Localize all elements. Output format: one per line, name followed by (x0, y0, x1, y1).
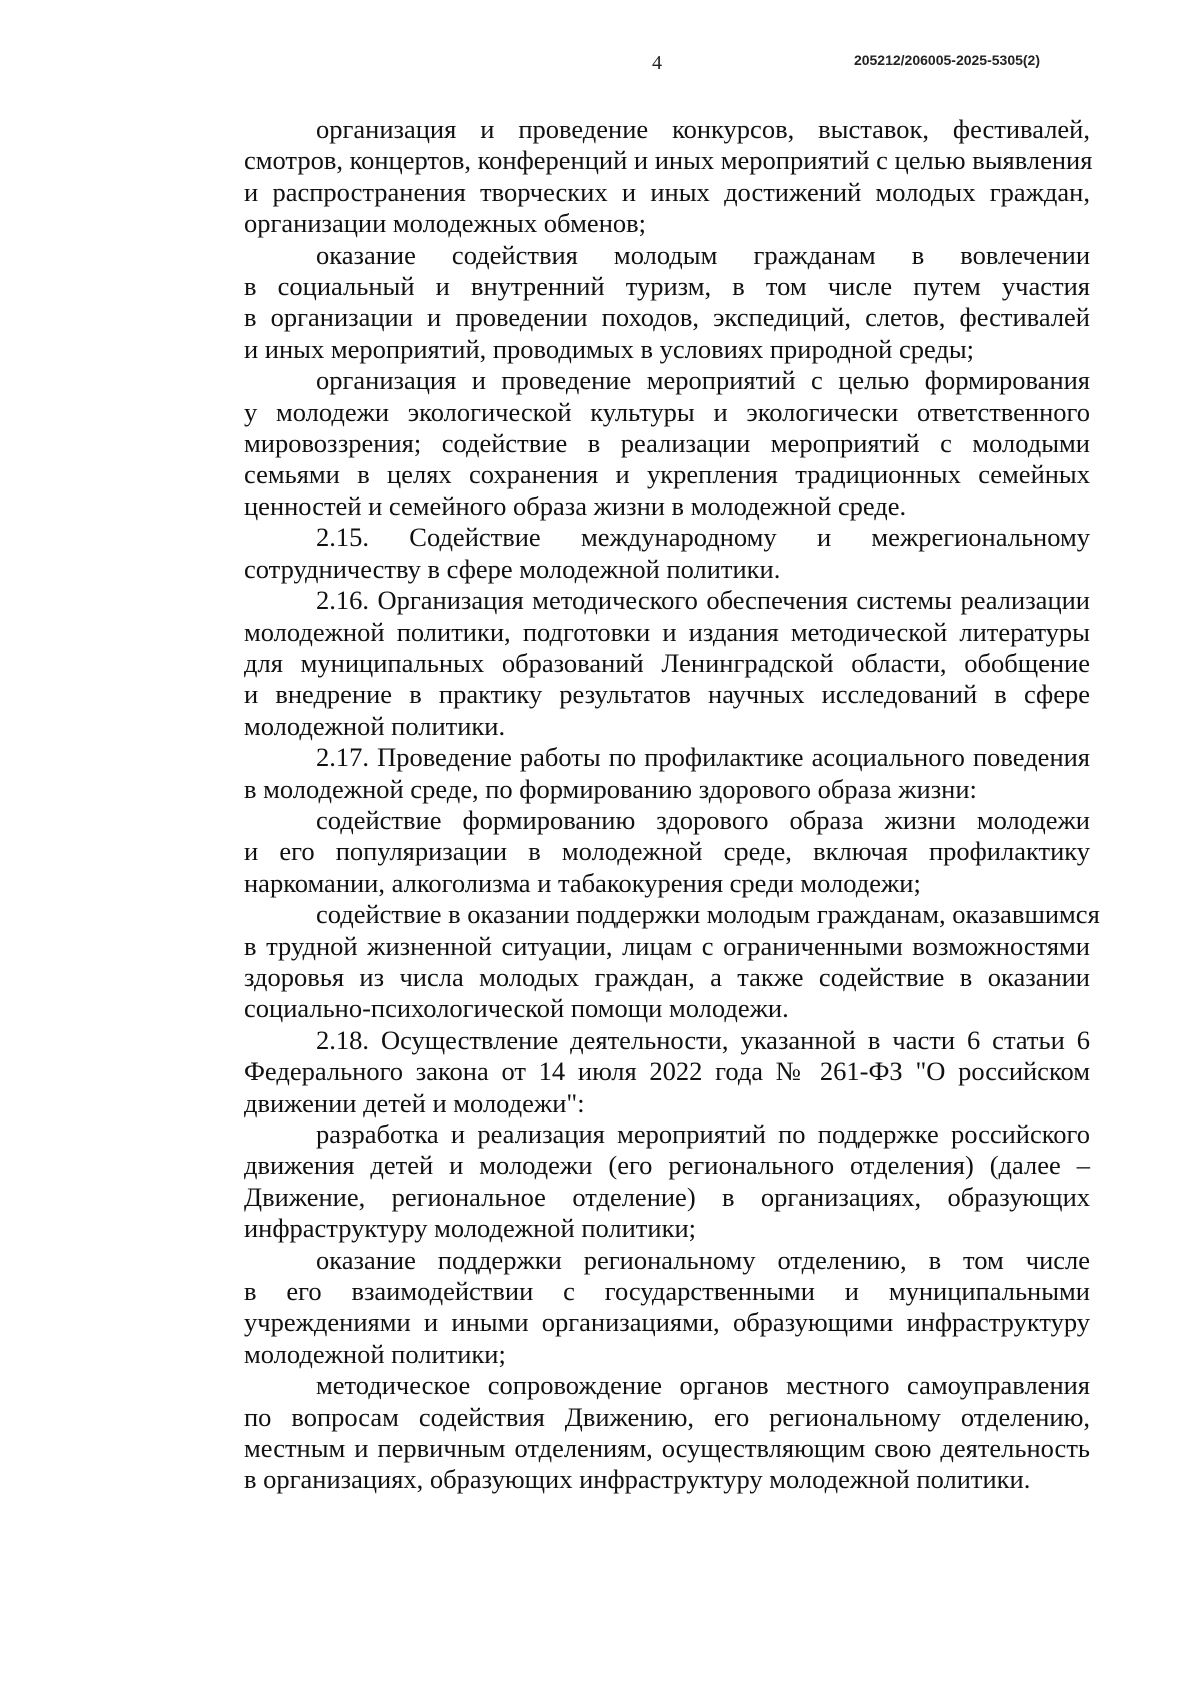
paragraph-2-15 (172, 522, 1090, 585)
text-line: организация и проведение мероприятий с целью формирования (316, 365, 1090, 396)
document-registration-code: 205212/206005-2025-5305(2) (853, 52, 1040, 68)
document-body (172, 114, 1100, 1496)
text-line: и его популяризации в молодежной среде, включая профилактику (244, 836, 1090, 867)
text-line: и иных мероприятий, проводимых в условиях природной среды; (244, 333, 975, 364)
text-line: движения детей и молодежи (его регионального отделения) (далее – (244, 1150, 1090, 1181)
text-line: разработка и реализация мероприятий по поддержке российского (316, 1119, 1090, 1149)
text-line: молодежной политики, подготовки и издания методической литературы (244, 616, 1090, 647)
text-line: инфраструктуру молодежной политики; (244, 1213, 696, 1244)
paragraph-movement-support (172, 1119, 1090, 1245)
text-line: для муниципальных образований Ленинградской области, обобщение (244, 647, 1090, 678)
text-line: ценностей и семейного образа жизни в молодежной среде. (244, 490, 907, 521)
text-line: содействие в оказании поддержки молодым гражданам, оказавшимся (316, 899, 1100, 930)
text-line: учреждениями и иными организациями, образующими инфраструктуру (244, 1307, 1090, 1338)
paragraph-contests (172, 114, 1093, 240)
text-line: организация и проведение конкурсов, выставок, фестивалей, (316, 114, 1090, 144)
text-line: Федерального закона от 14 июля 2022 года № 261-ФЗ "О российском (244, 1056, 1090, 1087)
paragraph-2-16 (172, 585, 1090, 742)
text-line: в молодежной среде, по формированию здорового образа жизни: (244, 773, 977, 804)
text-line: здоровья из числа молодых граждан, а также содействие в оказании (244, 961, 1090, 992)
text-line: в его взаимодействии с государственными и муниципальными (244, 1276, 1090, 1307)
text-line: в организациях, образующих инфраструктуру молодежной политики. (244, 1464, 1031, 1495)
text-line: движении детей и молодежи": (244, 1087, 585, 1118)
paragraph-2-18 (172, 1025, 1090, 1119)
text-line: молодежной политики; (244, 1338, 506, 1369)
text-line: оказание поддержки региональному отделению, в том числе (316, 1244, 1090, 1275)
text-line: социально-психологической помощи молодежи. (244, 993, 789, 1024)
text-line: смотров, концертов, конференций и иных мероприятий с целью выявления (244, 145, 1093, 176)
paragraph-ecology (172, 365, 1090, 522)
text-line: Движение, региональное отделение) в организациях, образующих (244, 1181, 1090, 1212)
text-line: 2.16. Организация методического обеспечения системы реализации (316, 585, 1090, 616)
text-line: содействие формированию здорового образа жизни молодежи (316, 804, 1090, 835)
text-line: наркомании, алкоголизма и табакокурения среди молодежи; (244, 867, 921, 898)
paragraph-support (172, 899, 1100, 1025)
text-line: и распространения творческих и иных достижений молодых граждан, (244, 176, 1090, 207)
paragraph-tourism (172, 240, 1090, 366)
text-line: методическое сопровождение органов местного самоуправления (316, 1370, 1090, 1401)
paragraph-2-17 (172, 742, 1090, 805)
text-line: местным и первичным отделениям, осуществляющим свою деятельность (244, 1433, 1090, 1464)
text-line: в трудной жизненной ситуации, лицам с ограниченными возможностями (244, 930, 1090, 961)
paragraph-healthy-lifestyle (172, 805, 1090, 899)
text-line: в социальный и внутренний туризм, в том числе путем участия (244, 271, 1090, 302)
text-line: по вопросам содействия Движению, его региональному отделению, (244, 1401, 1090, 1432)
text-line: мировоззрения; содействие в реализации мероприятий с молодыми (244, 428, 1090, 459)
text-line: 2.18. Осуществление деятельности, указанной в части 6 статьи 6 (316, 1024, 1090, 1055)
page-number: 4 (652, 52, 662, 74)
text-line: в организации и проведении походов, экспедиций, слетов, фестивалей (244, 302, 1090, 333)
text-line: молодежной политики. (244, 710, 506, 741)
text-line: организации молодежных обменов; (244, 208, 647, 239)
text-line: сотрудничеству в сфере молодежной политики. (244, 553, 781, 584)
text-line: семьями в целях сохранения и укрепления традиционных семейных (244, 459, 1090, 490)
text-line: и внедрение в практику результатов научных исследований в сфере (244, 679, 1090, 710)
text-line: оказание содействия молодым гражданам в вовлечении (316, 239, 1090, 270)
paragraph-regional-branch (172, 1245, 1090, 1371)
paragraph-methodical-support (172, 1370, 1090, 1496)
text-line: 2.17. Проведение работы по профилактике асоциального поведения (316, 742, 1090, 773)
text-line: 2.15. Содействие международному и межрегиональному (316, 522, 1090, 553)
text-line: у молодежи экологической культуры и экологически ответственного (244, 396, 1090, 427)
